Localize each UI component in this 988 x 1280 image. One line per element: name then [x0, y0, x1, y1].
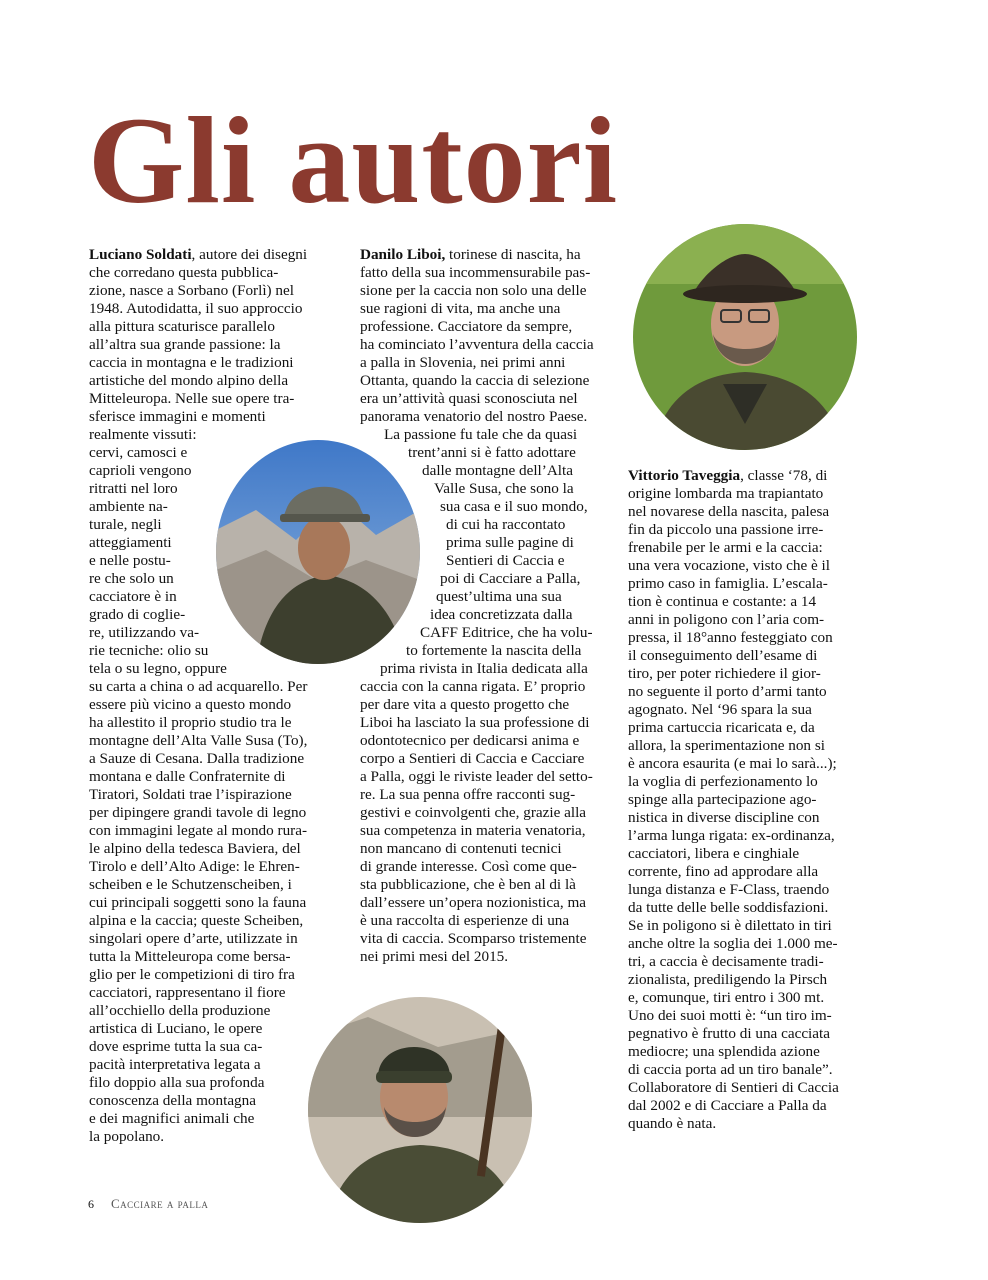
bio-line: dal 2002 e di Cacciare a Palla da [628, 1097, 827, 1114]
bio-line: corpo a Sentieri di Caccia e Cacciare [360, 750, 585, 767]
bio-line: una vera vocazione, visto che è il [628, 557, 830, 574]
bio-line: a Sauze di Cesana. Dalla tradizione [89, 750, 305, 767]
bio-line: Mitteleuropa. Nelle sue opere tra- [89, 390, 295, 407]
bio-line: sta pubblicazione, che è ben al di là [360, 876, 576, 893]
bio-line: sua competenza in materia venatoria, [360, 822, 586, 839]
bio-line: per dipingere grandi tavole di legno [89, 804, 307, 821]
bio-line: montana e dalle Confraternite di [89, 768, 286, 785]
bio-line: gestivi e coinvolgenti che, grazie alla [360, 804, 587, 821]
bio-line: dalle montagne dell’Alta [422, 462, 573, 479]
bio-line: spinge alla partecipazione ago- [628, 791, 817, 808]
bio-line: la voglia di perfezionamento lo [628, 773, 818, 790]
bio-line: e dei magnifici animali che [89, 1110, 255, 1127]
bio-line: a palla in Slovenia, nei primi anni [360, 354, 566, 371]
bio-line: Liboi ha lasciato la sua professione di [360, 714, 590, 731]
bio-line: panorama venatorio del nostro Paese. [360, 408, 588, 425]
bio-line: frenabile per le armi e la caccia: [628, 539, 823, 556]
bio-line: prima cartuccia ricaricata e, da [628, 719, 815, 736]
bio-line: professione. Cacciatore da sempre, [360, 318, 573, 335]
author-name: Vittorio Taveggia [628, 467, 741, 484]
author-photo-luciano-soldati [216, 440, 420, 664]
bio-line: re che solo un [89, 570, 174, 587]
bio-line: a Palla, oggi le riviste leader del setto- [360, 768, 593, 785]
bio-line: Sentieri di Caccia e [446, 552, 565, 569]
bio-line: all’altra sua grande passione: la [89, 336, 281, 353]
bio-line: Ottanta, quando la caccia di selezione [360, 372, 590, 389]
bio-line: l’arma lunga rigata: ex-ordinanza, [628, 827, 835, 844]
bio-line: CAFF Editrice, che ha volu- [420, 624, 593, 641]
bio-line: era un’attività quasi sconosciuta nel [360, 390, 578, 407]
bio-line: dove esprime tutta la sua ca- [89, 1038, 263, 1055]
bio-line: allora, la sperimentazione non si [628, 737, 825, 754]
bio-line: dall’essere un’opera nozionistica, ma [360, 894, 587, 911]
bio-line: nel novarese della nascita, palesa [628, 503, 830, 520]
bio-line: pacità interpretativa legata a [89, 1056, 261, 1073]
bio-line: con immagini legate al mondo rura- [89, 822, 308, 839]
bio-line: Collaboratore di Sentieri di Caccia [628, 1079, 839, 1096]
bio-line: filo doppio alla sua profonda [89, 1074, 265, 1091]
bio-line: alla pittura scaturisce parallelo [89, 318, 275, 335]
page-footer [88, 1196, 208, 1212]
bio-line: tri, a caccia è decisamente tradi- [628, 953, 824, 970]
bio-line: Vittorio Taveggia, classe ‘78, di [628, 467, 828, 484]
bio-line: mediocre; una splendida azione [628, 1043, 820, 1060]
author-portrait-luciano-soldati [216, 440, 420, 664]
bio-line: anni in poligono con l’aria com- [628, 611, 825, 628]
bio-line: caccia con la canna rigata. E’ proprio [360, 678, 586, 695]
bio-line: odontotecnico per dedicarsi anima e [360, 732, 580, 749]
bio-line: singolari opere d’arte, utilizzate in [89, 930, 298, 947]
bio-line: re, utilizzando va- [89, 624, 200, 641]
bio-line: le alpino della tedesca Baviera, del [89, 840, 301, 857]
bio-line: trent’anni si è fatto adottare [408, 444, 576, 461]
bio-line: ritratti nel loro [89, 480, 178, 497]
bio-line: quest’ultima una sua [436, 588, 562, 605]
bio-line: fin da piccolo una passione irre- [628, 521, 824, 538]
bio-line: Tirolo e dell’Alto Adige: le Ehren- [89, 858, 300, 875]
bio-line: artistiche del mondo alpino della [89, 372, 289, 389]
bio-line: fatto della sua incommensurabile pas- [360, 264, 591, 281]
bio-line: non mancano di contenuti tecnici [360, 840, 562, 857]
bio-line: poi di Cacciare a Palla, [440, 570, 581, 587]
bio-line: tutta la Mitteleuropa come bersa- [89, 948, 291, 965]
bio-line: cacciatori, libera e cinghiale [628, 845, 800, 862]
author-name: Luciano Soldati [89, 246, 192, 263]
bio-line: scheiben e le Schutzenscheiben, i [89, 876, 292, 893]
bio-line: lunga distanza e F-Class, traendo [628, 881, 830, 898]
bio-line: zione, nasce a Sorbano (Forlì) nel [89, 282, 294, 299]
bio-line: Valle Susa, che sono la [434, 480, 574, 497]
bio-line: origine lombarda ma trapiantato [628, 485, 824, 502]
bio-line: all’occhiello della produzione [89, 1002, 271, 1019]
bio-line: caprioli vengono [89, 462, 192, 479]
bio-line: Tiratori, Soldati trae l’ispirazione [89, 786, 292, 803]
author-photo-danilo-liboi [308, 997, 532, 1223]
bio-line: cacciatori, rappresentano il fiore [89, 984, 286, 1001]
author-name: Danilo Liboi, [360, 246, 446, 263]
bio-line: prima rivista in Italia dedicata alla [380, 660, 588, 677]
bio-line: montagne dell’Alta Valle Susa (To), [89, 732, 308, 749]
bio-line: cacciatore è in [89, 588, 177, 605]
bio-line: conoscenza della montagna [89, 1092, 256, 1109]
bio-line: rie tecniche: olio su [89, 642, 209, 659]
bio-line: di caccia porta ad un tiro banale”. [628, 1061, 833, 1078]
bio-line: primo caso in famiglia. L’escala- [628, 575, 828, 592]
page-number: 6 [88, 1197, 94, 1211]
bio-line: prima sulle pagine di [446, 534, 574, 551]
bio-line: turale, negli [89, 516, 162, 533]
bio-line: ha allestito il proprio studio tra le [89, 714, 292, 731]
bio-line: che corredano questa pubblica- [89, 264, 279, 281]
bio-line: tela o su legno, oppure [89, 660, 227, 677]
bio-line: tiro, per poter richiedere il gior- [628, 665, 821, 682]
author-portrait-vittorio-taveggia [633, 224, 857, 450]
bio-line: e, comunque, tiri entro i 300 mt. [628, 989, 825, 1006]
bio-line: idea concretizzata dalla [430, 606, 573, 623]
bio-line: cui principali soggetti sono la fauna [89, 894, 307, 911]
bio-line: 1948. Autodidatta, il suo approccio [89, 300, 303, 317]
bio-line: no seguente il porto d’armi tanto [628, 683, 827, 700]
bio-line: vita di caccia. Scomparso tristemente [360, 930, 587, 947]
bio-line: pegnativo è frutto di una cacciata [628, 1025, 830, 1042]
bio-line: alpina e la caccia; queste Scheiben, [89, 912, 304, 929]
bio-line: sua casa e il suo mondo, [440, 498, 588, 515]
bio-line: corrente, fino ad approdare alla [628, 863, 819, 880]
bio-line: atteggiamenti [89, 534, 172, 551]
bio-line: da tutte delle belle soddisfazioni. [628, 899, 829, 916]
bio-line: tion è continua e costante: a 14 [628, 593, 817, 610]
bio-line: Danilo Liboi, torinese di nascita, ha [360, 246, 581, 263]
bio-line: realmente vissuti: [89, 426, 197, 443]
bio-line: è una raccolta di esperienze di una [360, 912, 570, 929]
bio-line: Se in poligono si è dilettato in tiri [628, 917, 832, 934]
bio-line: il conseguimento dell’esame di [628, 647, 818, 664]
bio-line: cervi, camosci e [89, 444, 188, 461]
bio-line: grado di coglie- [89, 606, 186, 623]
bio-line: e nelle postu- [89, 552, 171, 569]
bio-line: sione per la caccia non solo una delle [360, 282, 587, 299]
bio-line: zionalista, prediligendo la Pirsch [628, 971, 828, 988]
bio-line: caccia in montagna e le tradizioni [89, 354, 294, 371]
bio-line: è ancora esaurita (e mai lo sarà...); [628, 755, 837, 772]
bio-line: sferisce immagini e momenti [89, 408, 266, 425]
bio-line: di grande interesse. Così come que- [360, 858, 577, 875]
bio-line: La passione fu tale che da quasi [384, 426, 578, 443]
bio-line: anche oltre la soglia dei 1.000 me- [628, 935, 838, 952]
bio-line: pressa, il 18°anno festeggiato con [628, 629, 833, 646]
magazine-name: Cacciare a palla [111, 1196, 209, 1211]
bio-line: Luciano Soldati, autore dei disegni [89, 246, 308, 263]
bio-line: di cui ha raccontato [446, 516, 566, 533]
page-title: Gli autori [88, 92, 619, 229]
bio-line: essere più vicino a questo mondo [89, 696, 292, 713]
bio-line: per dare vita a questo progetto che [360, 696, 570, 713]
bio-line: nei primi mesi del 2015. [360, 948, 509, 965]
bio-line: ha cominciato l’avventura della caccia [360, 336, 594, 353]
bio-line: artistica di Luciano, le opere [89, 1020, 263, 1037]
author-photo-vittorio-taveggia [633, 224, 857, 450]
bio-line: quando è nata. [628, 1115, 717, 1132]
bio-line: la popolano. [89, 1128, 165, 1145]
bio-line: re. La sua penna offre racconti sug- [360, 786, 576, 803]
bio-line: to fortemente la nascita della [406, 642, 582, 659]
bio-line: su carta a china o ad acquarello. Per [89, 678, 308, 695]
bio-line: sue ragioni di vita, ma anche una [360, 300, 561, 317]
bio-line: nistica in diverse discipline con [628, 809, 820, 826]
bio-line: ambiente na- [89, 498, 168, 515]
bio-line: agognato. Nel ‘96 spara la sua [628, 701, 812, 718]
author-portrait-danilo-liboi [308, 997, 532, 1223]
bio-line: glio per le competizioni di tiro fra [89, 966, 295, 983]
bio-line: Uno dei suoi motti è: “un tiro im- [628, 1007, 832, 1024]
